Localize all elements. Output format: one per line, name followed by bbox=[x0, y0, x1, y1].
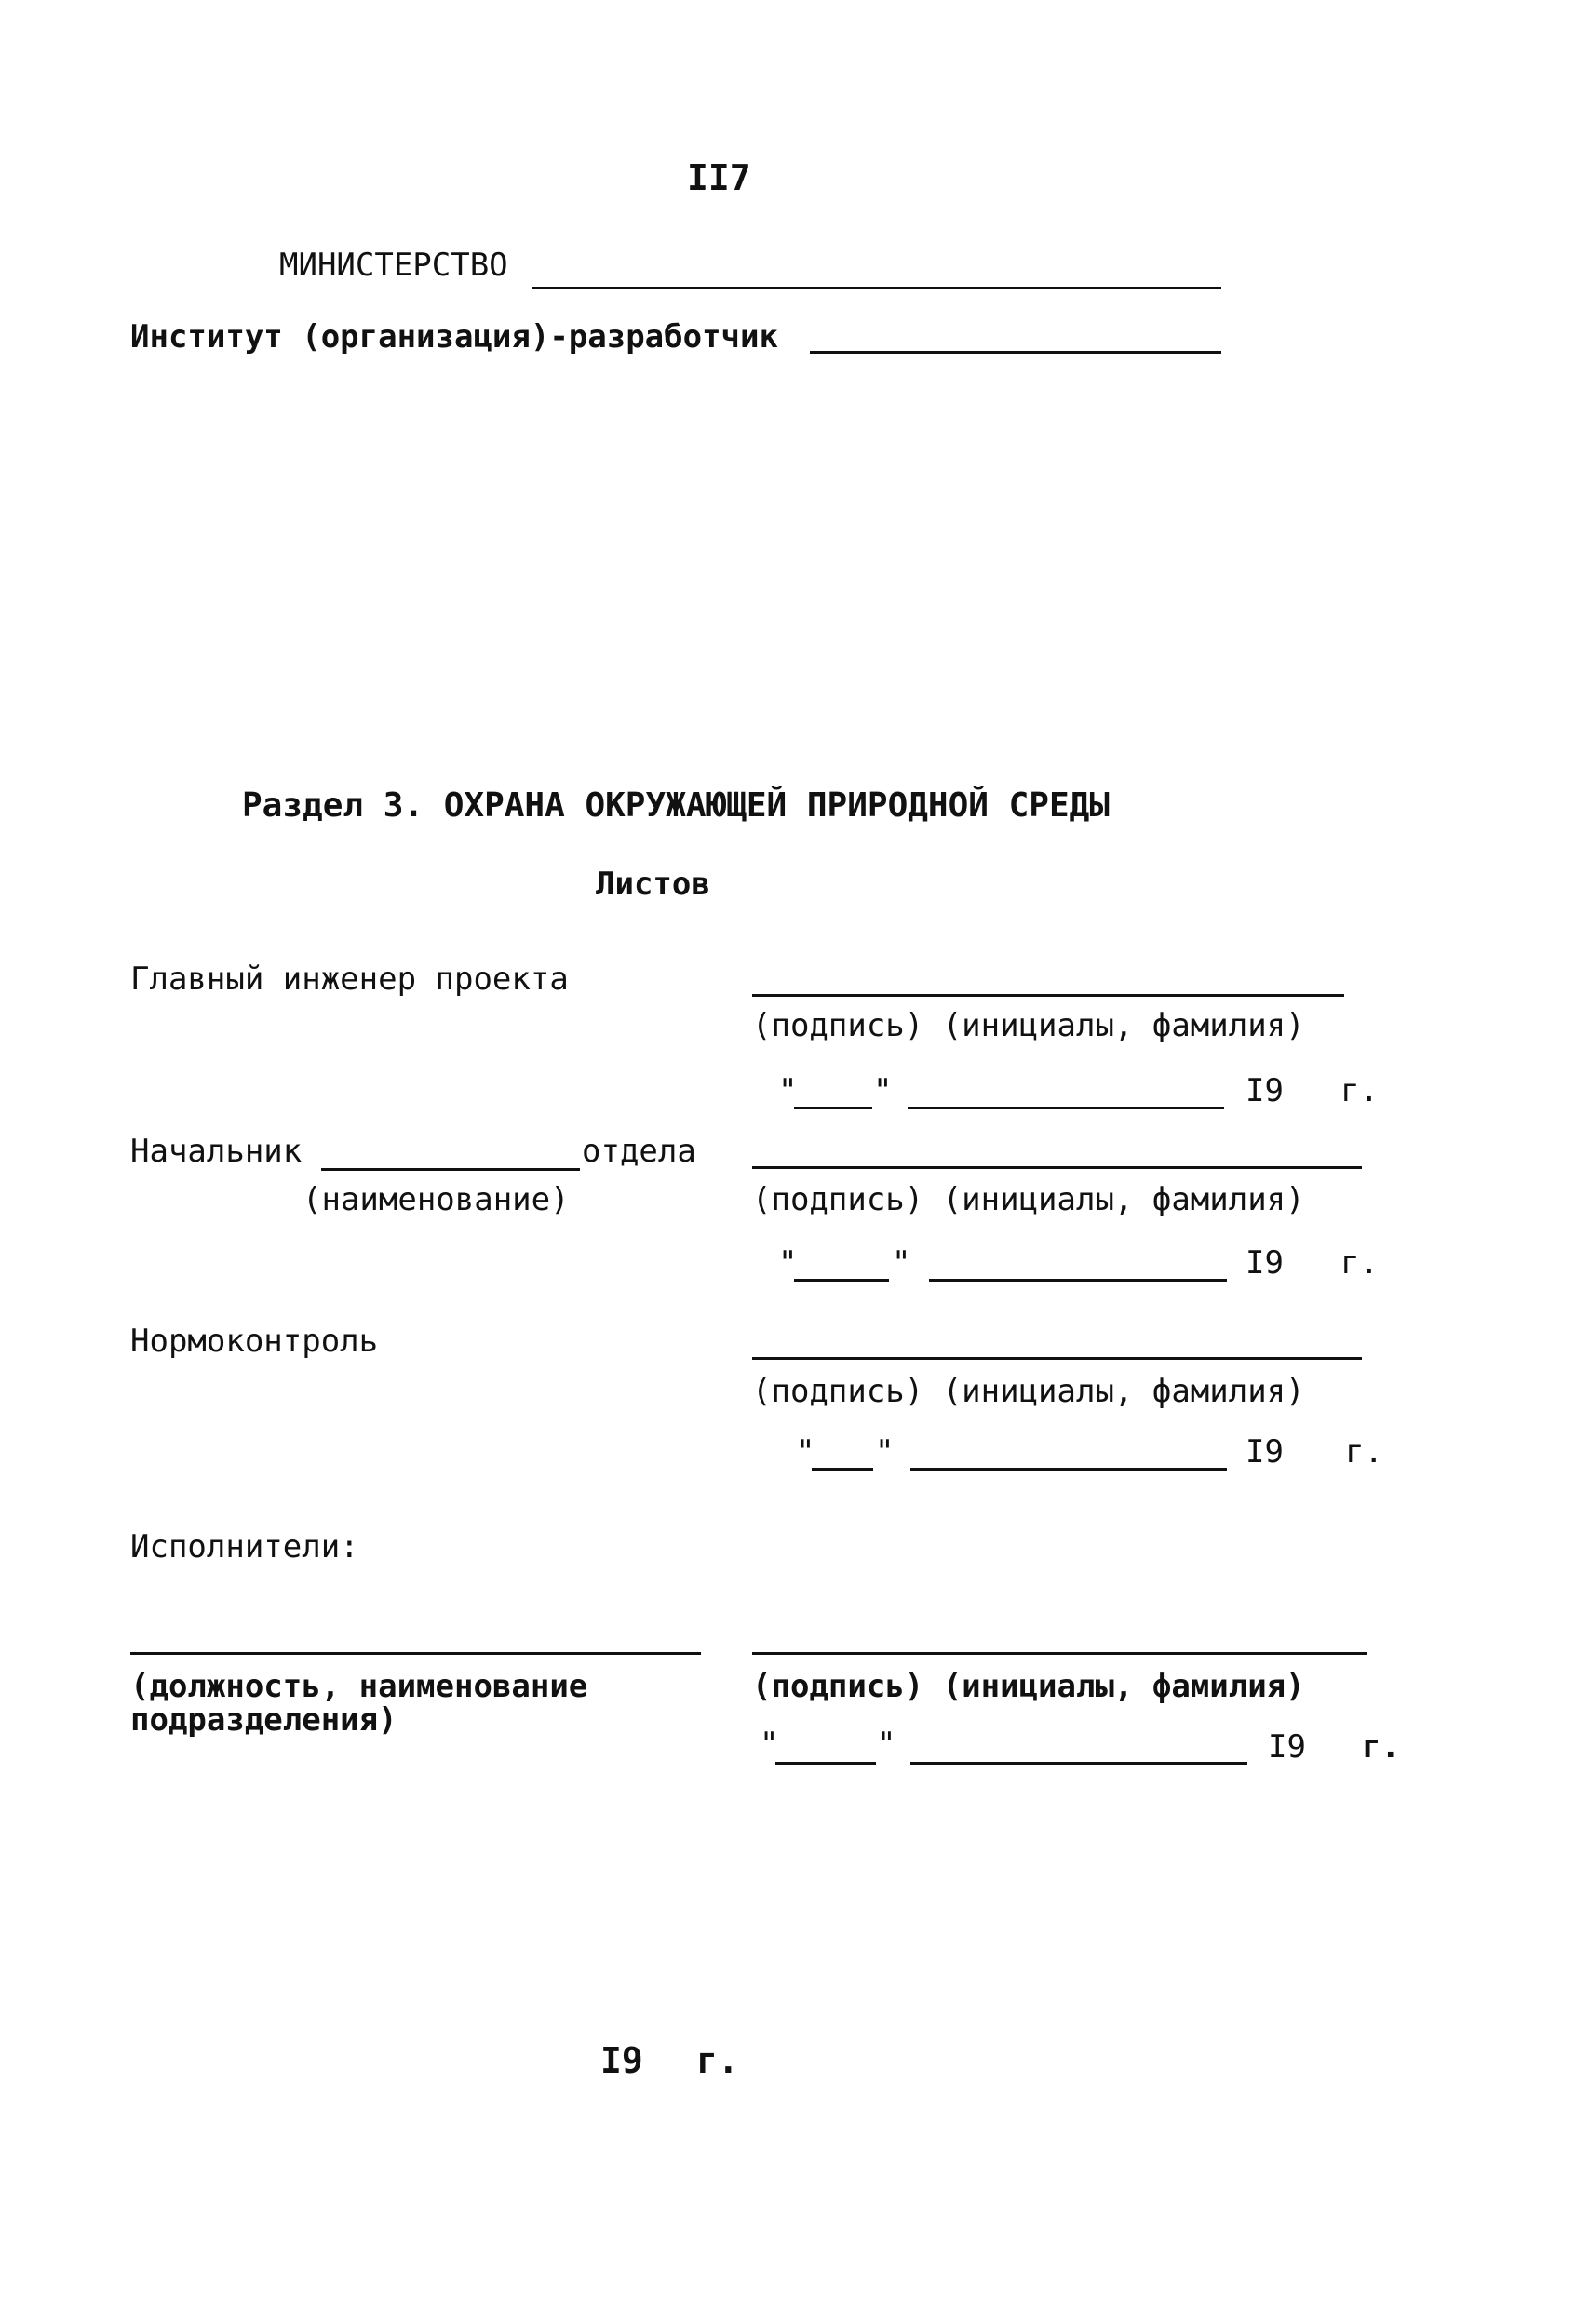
department-head-label: Начальник bbox=[130, 1133, 303, 1170]
department-name-line[interactable] bbox=[321, 1168, 580, 1171]
chief-engineer-year-suffix: г. bbox=[1340, 1072, 1379, 1109]
norm-control-month-line[interactable] bbox=[910, 1468, 1227, 1471]
institute-label: Институт (организация)-разработчик bbox=[130, 318, 778, 356]
chief-engineer-year: I9 bbox=[1246, 1072, 1284, 1109]
footer-year: I9 bbox=[600, 2040, 643, 2081]
norm-control-day-line[interactable] bbox=[812, 1468, 873, 1471]
department-name-caption: (наименование) bbox=[303, 1181, 570, 1218]
executor-signature-caption: (подпись) (инициалы, фамилия) bbox=[752, 1668, 1305, 1705]
department-head-month-line[interactable] bbox=[929, 1279, 1227, 1282]
ministry-label: МИНИСТЕРСТВО bbox=[279, 247, 508, 284]
norm-control-quote-close: " bbox=[875, 1433, 895, 1471]
executor-position-line[interactable] bbox=[130, 1652, 701, 1655]
chief-engineer-quote-open: " bbox=[778, 1072, 798, 1109]
sheets-label: Листов bbox=[596, 866, 710, 903]
executor-day-line[interactable] bbox=[775, 1762, 876, 1765]
norm-control-label: Нормоконтроль bbox=[130, 1323, 379, 1360]
department-head-quote-close: " bbox=[892, 1244, 911, 1282]
page-number: II7 bbox=[687, 157, 751, 198]
norm-control-year-suffix: г. bbox=[1345, 1433, 1383, 1471]
chief-engineer-label: Главный инженер проекта bbox=[130, 960, 569, 998]
department-label-end: отдела bbox=[582, 1133, 696, 1170]
norm-control-year: I9 bbox=[1246, 1433, 1284, 1471]
department-head-signature-line[interactable] bbox=[752, 1166, 1362, 1169]
chief-engineer-signature-caption: (подпись) (инициалы, фамилия) bbox=[752, 1007, 1305, 1044]
norm-control-signature-line[interactable] bbox=[752, 1357, 1362, 1360]
chief-engineer-day-line[interactable] bbox=[794, 1107, 872, 1109]
ministry-field-line[interactable] bbox=[532, 287, 1221, 289]
executor-year-suffix: г. bbox=[1362, 1728, 1400, 1766]
institute-field-line[interactable] bbox=[810, 351, 1221, 354]
executor-quote-open: " bbox=[760, 1726, 779, 1763]
executor-month-line[interactable] bbox=[910, 1762, 1247, 1765]
executor-year: I9 bbox=[1268, 1728, 1306, 1766]
executor-signature-line[interactable] bbox=[752, 1652, 1367, 1655]
department-head-day-line[interactable] bbox=[794, 1279, 889, 1282]
footer-year-suffix: г. bbox=[696, 2040, 739, 2081]
norm-control-quote-open: " bbox=[796, 1433, 815, 1471]
section-title: Раздел 3. ОХРАНА ОКРУЖАЮЩЕЙ ПРИРОДНОЙ СРЕДЫ bbox=[242, 786, 1110, 825]
executor-position-caption: (должность, наименование подразделения) bbox=[130, 1668, 588, 1739]
chief-engineer-signature-line[interactable] bbox=[752, 994, 1344, 997]
department-head-year: I9 bbox=[1246, 1244, 1284, 1282]
department-head-signature-caption: (подпись) (инициалы, фамилия) bbox=[752, 1181, 1305, 1218]
norm-control-signature-caption: (подпись) (инициалы, фамилия) bbox=[752, 1373, 1305, 1410]
executor-quote-close: " bbox=[877, 1726, 896, 1763]
chief-engineer-month-line[interactable] bbox=[908, 1107, 1224, 1109]
chief-engineer-quote-close: " bbox=[873, 1072, 893, 1109]
department-head-year-suffix: г. bbox=[1340, 1244, 1379, 1282]
department-head-quote-open: " bbox=[778, 1244, 798, 1282]
executors-label: Исполнители: bbox=[130, 1528, 359, 1565]
